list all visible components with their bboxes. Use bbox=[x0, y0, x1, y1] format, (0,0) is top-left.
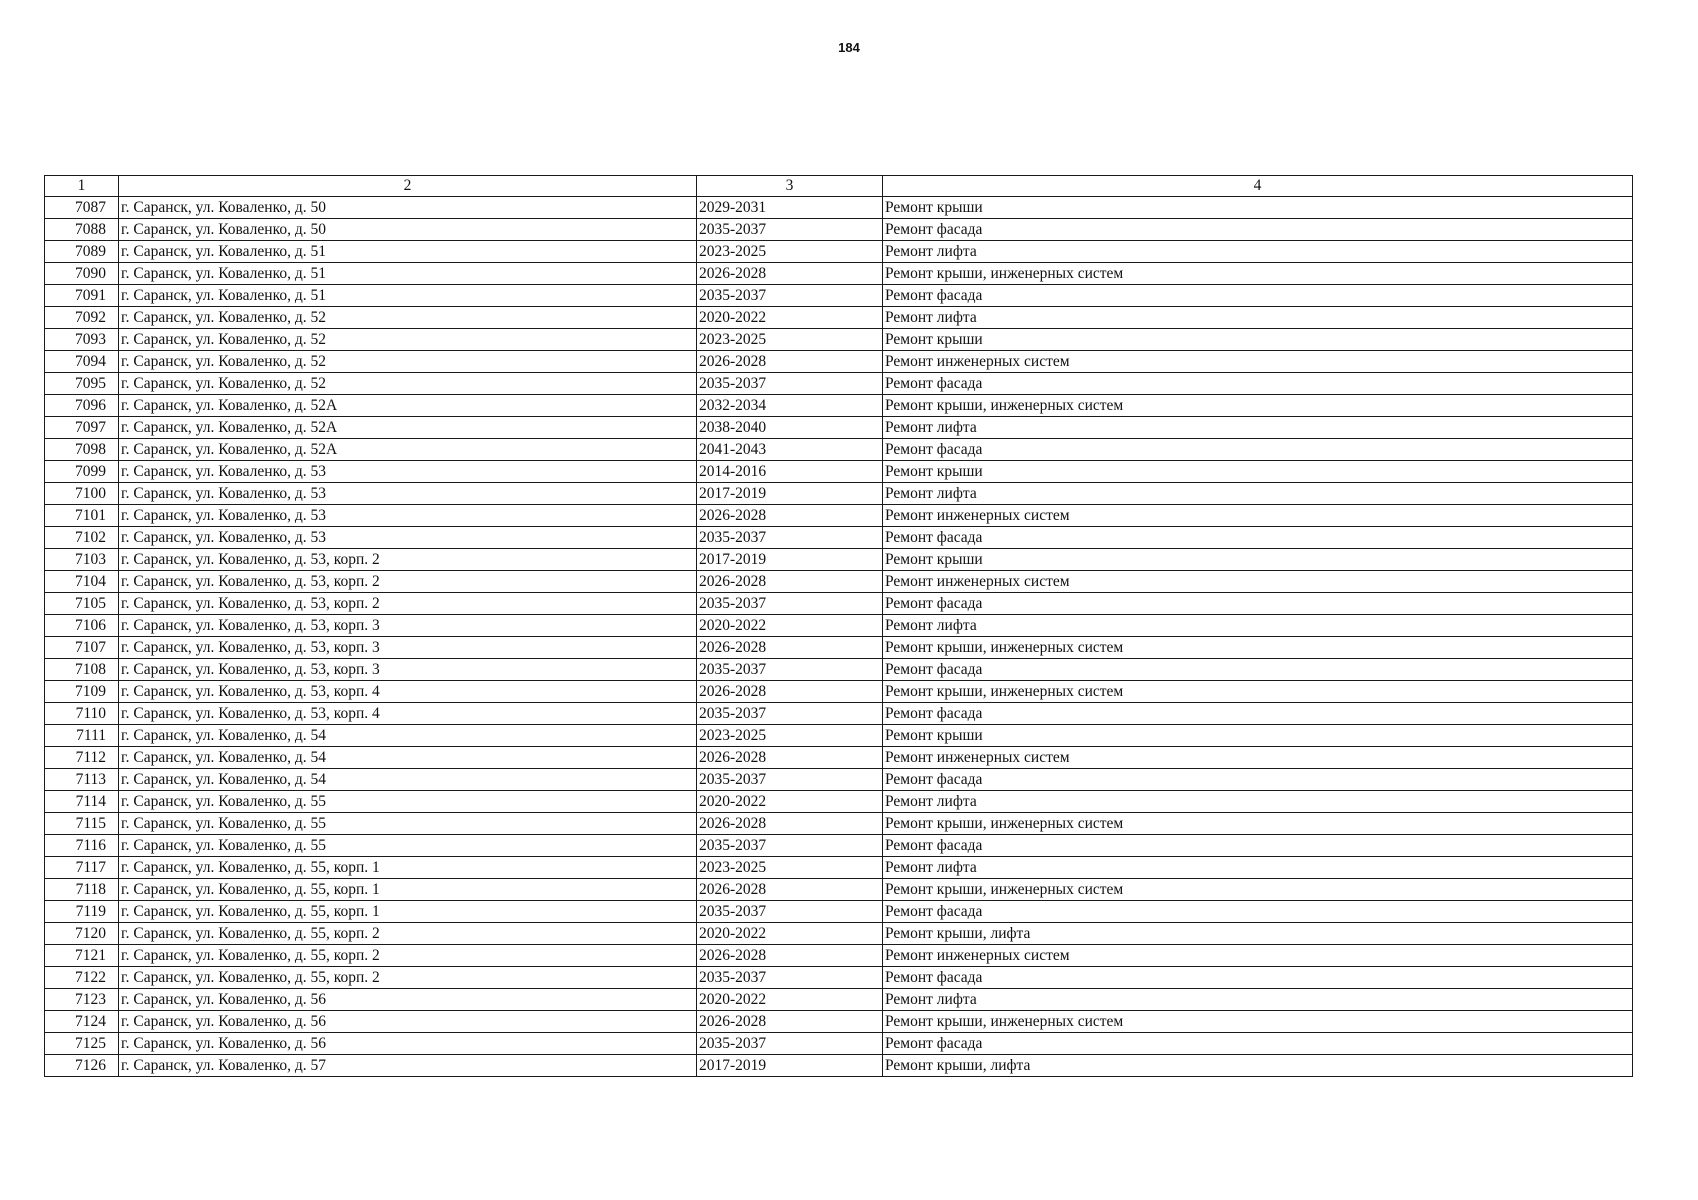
period-cell: 2035-2037 bbox=[697, 659, 883, 681]
row-number: 7104 bbox=[45, 571, 119, 593]
period-cell: 2014-2016 bbox=[697, 461, 883, 483]
repair-schedule-table bbox=[44, 175, 1633, 1077]
table-row bbox=[45, 549, 1633, 571]
header-col-2: 2 bbox=[119, 176, 697, 197]
period-cell: 2038-2040 bbox=[697, 417, 883, 439]
work-type-cell: Ремонт крыши bbox=[883, 197, 1633, 219]
table-row bbox=[45, 285, 1633, 307]
row-number: 7091 bbox=[45, 285, 119, 307]
table-row bbox=[45, 351, 1633, 373]
row-number: 7108 bbox=[45, 659, 119, 681]
row-number: 7116 bbox=[45, 835, 119, 857]
work-type-cell: Ремонт крыши, инженерных систем bbox=[883, 637, 1633, 659]
period-cell: 2017-2019 bbox=[697, 1055, 883, 1077]
address-cell: г. Саранск, ул. Коваленко, д. 53, корп. 2 bbox=[119, 593, 697, 615]
work-type-cell: Ремонт лифта bbox=[883, 857, 1633, 879]
work-type-cell: Ремонт крыши, инженерных систем bbox=[883, 681, 1633, 703]
address-cell: г. Саранск, ул. Коваленко, д. 50 bbox=[119, 197, 697, 219]
address-cell: г. Саранск, ул. Коваленко, д. 53 bbox=[119, 505, 697, 527]
table-row bbox=[45, 703, 1633, 725]
table-row bbox=[45, 923, 1633, 945]
row-number: 7096 bbox=[45, 395, 119, 417]
address-cell: г. Саранск, ул. Коваленко, д. 52А bbox=[119, 395, 697, 417]
row-number: 7122 bbox=[45, 967, 119, 989]
address-cell: г. Саранск, ул. Коваленко, д. 55, корп. 1 bbox=[119, 901, 697, 923]
work-type-cell: Ремонт крыши bbox=[883, 725, 1633, 747]
work-type-cell: Ремонт фасада bbox=[883, 659, 1633, 681]
period-cell: 2020-2022 bbox=[697, 989, 883, 1011]
row-number: 7124 bbox=[45, 1011, 119, 1033]
table-row bbox=[45, 329, 1633, 351]
row-number: 7087 bbox=[45, 197, 119, 219]
period-cell: 2035-2037 bbox=[697, 967, 883, 989]
row-number: 7088 bbox=[45, 219, 119, 241]
table-row bbox=[45, 813, 1633, 835]
row-number: 7123 bbox=[45, 989, 119, 1011]
header-row bbox=[45, 176, 1633, 197]
address-cell: г. Саранск, ул. Коваленко, д. 53, корп. 2 bbox=[119, 571, 697, 593]
period-cell: 2026-2028 bbox=[697, 637, 883, 659]
row-number: 7121 bbox=[45, 945, 119, 967]
address-cell: г. Саранск, ул. Коваленко, д. 53, корп. 4 bbox=[119, 703, 697, 725]
work-type-cell: Ремонт фасада bbox=[883, 373, 1633, 395]
table-body bbox=[45, 197, 1633, 1077]
work-type-cell: Ремонт крыши, инженерных систем bbox=[883, 879, 1633, 901]
address-cell: г. Саранск, ул. Коваленко, д. 52 bbox=[119, 329, 697, 351]
table-row bbox=[45, 615, 1633, 637]
table-row bbox=[45, 373, 1633, 395]
table-row bbox=[45, 681, 1633, 703]
row-number: 7120 bbox=[45, 923, 119, 945]
address-cell: г. Саранск, ул. Коваленко, д. 52 bbox=[119, 351, 697, 373]
period-cell: 2026-2028 bbox=[697, 1011, 883, 1033]
work-type-cell: Ремонт инженерных систем bbox=[883, 945, 1633, 967]
table-row bbox=[45, 835, 1633, 857]
address-cell: г. Саранск, ул. Коваленко, д. 55, корп. 2 bbox=[119, 923, 697, 945]
address-cell: г. Саранск, ул. Коваленко, д. 53 bbox=[119, 483, 697, 505]
work-type-cell: Ремонт фасада bbox=[883, 593, 1633, 615]
work-type-cell: Ремонт лифта bbox=[883, 791, 1633, 813]
period-cell: 2020-2022 bbox=[697, 923, 883, 945]
table-row bbox=[45, 241, 1633, 263]
period-cell: 2026-2028 bbox=[697, 571, 883, 593]
work-type-cell: Ремонт лифта bbox=[883, 307, 1633, 329]
table-header bbox=[45, 176, 1633, 197]
address-cell: г. Саранск, ул. Коваленко, д. 55 bbox=[119, 835, 697, 857]
period-cell: 2026-2028 bbox=[697, 681, 883, 703]
table-row bbox=[45, 659, 1633, 681]
row-number: 7114 bbox=[45, 791, 119, 813]
row-number: 7106 bbox=[45, 615, 119, 637]
table-row bbox=[45, 263, 1633, 285]
table-row bbox=[45, 725, 1633, 747]
address-cell: г. Саранск, ул. Коваленко, д. 53, корп. 3 bbox=[119, 659, 697, 681]
work-type-cell: Ремонт фасада bbox=[883, 1033, 1633, 1055]
row-number: 7089 bbox=[45, 241, 119, 263]
work-type-cell: Ремонт фасада bbox=[883, 703, 1633, 725]
period-cell: 2035-2037 bbox=[697, 835, 883, 857]
address-cell: г. Саранск, ул. Коваленко, д. 56 bbox=[119, 1011, 697, 1033]
header-col-4: 4 bbox=[883, 176, 1633, 197]
row-number: 7125 bbox=[45, 1033, 119, 1055]
table-row bbox=[45, 769, 1633, 791]
work-type-cell: Ремонт фасада bbox=[883, 769, 1633, 791]
row-number: 7117 bbox=[45, 857, 119, 879]
table-row bbox=[45, 747, 1633, 769]
work-type-cell: Ремонт лифта bbox=[883, 241, 1633, 263]
table-row bbox=[45, 593, 1633, 615]
row-number: 7094 bbox=[45, 351, 119, 373]
address-cell: г. Саранск, ул. Коваленко, д. 54 bbox=[119, 769, 697, 791]
period-cell: 2026-2028 bbox=[697, 505, 883, 527]
row-number: 7115 bbox=[45, 813, 119, 835]
period-cell: 2032-2034 bbox=[697, 395, 883, 417]
row-number: 7100 bbox=[45, 483, 119, 505]
header-col-1: 1 bbox=[45, 176, 119, 197]
period-cell: 2026-2028 bbox=[697, 351, 883, 373]
row-number: 7109 bbox=[45, 681, 119, 703]
address-cell: г. Саранск, ул. Коваленко, д. 51 bbox=[119, 263, 697, 285]
period-cell: 2017-2019 bbox=[697, 549, 883, 571]
row-number: 7105 bbox=[45, 593, 119, 615]
address-cell: г. Саранск, ул. Коваленко, д. 55, корп. 1 bbox=[119, 857, 697, 879]
table-row bbox=[45, 417, 1633, 439]
work-type-cell: Ремонт крыши, лифта bbox=[883, 923, 1633, 945]
period-cell: 2035-2037 bbox=[697, 373, 883, 395]
row-number: 7118 bbox=[45, 879, 119, 901]
table-row bbox=[45, 219, 1633, 241]
row-number: 7093 bbox=[45, 329, 119, 351]
period-cell: 2035-2037 bbox=[697, 219, 883, 241]
table-row bbox=[45, 505, 1633, 527]
address-cell: г. Саранск, ул. Коваленко, д. 55, корп. 2 bbox=[119, 967, 697, 989]
address-cell: г. Саранск, ул. Коваленко, д. 55 bbox=[119, 813, 697, 835]
table-row bbox=[45, 307, 1633, 329]
row-number: 7112 bbox=[45, 747, 119, 769]
table-row bbox=[45, 637, 1633, 659]
period-cell: 2020-2022 bbox=[697, 615, 883, 637]
work-type-cell: Ремонт фасада bbox=[883, 967, 1633, 989]
work-type-cell: Ремонт фасада bbox=[883, 835, 1633, 857]
work-type-cell: Ремонт крыши bbox=[883, 461, 1633, 483]
period-cell: 2017-2019 bbox=[697, 483, 883, 505]
address-cell: г. Саранск, ул. Коваленко, д. 56 bbox=[119, 1033, 697, 1055]
work-type-cell: Ремонт фасада bbox=[883, 527, 1633, 549]
work-type-cell: Ремонт лифта bbox=[883, 417, 1633, 439]
period-cell: 2041-2043 bbox=[697, 439, 883, 461]
table-row bbox=[45, 879, 1633, 901]
row-number: 7099 bbox=[45, 461, 119, 483]
address-cell: г. Саранск, ул. Коваленко, д. 51 bbox=[119, 285, 697, 307]
row-number: 7098 bbox=[45, 439, 119, 461]
table-row bbox=[45, 945, 1633, 967]
period-cell: 2035-2037 bbox=[697, 1033, 883, 1055]
row-number: 7103 bbox=[45, 549, 119, 571]
row-number: 7095 bbox=[45, 373, 119, 395]
row-number: 7092 bbox=[45, 307, 119, 329]
address-cell: г. Саранск, ул. Коваленко, д. 56 bbox=[119, 989, 697, 1011]
period-cell: 2035-2037 bbox=[697, 527, 883, 549]
row-number: 7090 bbox=[45, 263, 119, 285]
table-row bbox=[45, 989, 1633, 1011]
period-cell: 2035-2037 bbox=[697, 901, 883, 923]
row-number: 7107 bbox=[45, 637, 119, 659]
work-type-cell: Ремонт инженерных систем bbox=[883, 571, 1633, 593]
address-cell: г. Саранск, ул. Коваленко, д. 54 bbox=[119, 747, 697, 769]
row-number: 7111 bbox=[45, 725, 119, 747]
period-cell: 2023-2025 bbox=[697, 241, 883, 263]
address-cell: г. Саранск, ул. Коваленко, д. 51 bbox=[119, 241, 697, 263]
work-type-cell: Ремонт фасада bbox=[883, 901, 1633, 923]
work-type-cell: Ремонт фасада bbox=[883, 439, 1633, 461]
address-cell: г. Саранск, ул. Коваленко, д. 55, корп. 1 bbox=[119, 879, 697, 901]
address-cell: г. Саранск, ул. Коваленко, д. 53, корп. 3 bbox=[119, 615, 697, 637]
table-row bbox=[45, 461, 1633, 483]
table-row bbox=[45, 857, 1633, 879]
row-number: 7126 bbox=[45, 1055, 119, 1077]
address-cell: г. Саранск, ул. Коваленко, д. 53, корп. 3 bbox=[119, 637, 697, 659]
table-row bbox=[45, 197, 1633, 219]
address-cell: г. Саранск, ул. Коваленко, д. 53 bbox=[119, 461, 697, 483]
period-cell: 2026-2028 bbox=[697, 945, 883, 967]
work-type-cell: Ремонт крыши bbox=[883, 549, 1633, 571]
address-cell: г. Саранск, ул. Коваленко, д. 57 bbox=[119, 1055, 697, 1077]
period-cell: 2026-2028 bbox=[697, 263, 883, 285]
work-type-cell: Ремонт инженерных систем bbox=[883, 747, 1633, 769]
address-cell: г. Саранск, ул. Коваленко, д. 53 bbox=[119, 527, 697, 549]
period-cell: 2023-2025 bbox=[697, 725, 883, 747]
row-number: 7102 bbox=[45, 527, 119, 549]
period-cell: 2035-2037 bbox=[697, 285, 883, 307]
table-row bbox=[45, 791, 1633, 813]
address-cell: г. Саранск, ул. Коваленко, д. 53, корп. 4 bbox=[119, 681, 697, 703]
table-row bbox=[45, 1011, 1633, 1033]
period-cell: 2035-2037 bbox=[697, 703, 883, 725]
work-type-cell: Ремонт лифта bbox=[883, 483, 1633, 505]
table-row bbox=[45, 901, 1633, 923]
address-cell: г. Саранск, ул. Коваленко, д. 52А bbox=[119, 417, 697, 439]
row-number: 7097 bbox=[45, 417, 119, 439]
table-row bbox=[45, 1055, 1633, 1077]
header-col-3: 3 bbox=[697, 176, 883, 197]
work-type-cell: Ремонт крыши, лифта bbox=[883, 1055, 1633, 1077]
period-cell: 2035-2037 bbox=[697, 769, 883, 791]
period-cell: 2023-2025 bbox=[697, 857, 883, 879]
work-type-cell: Ремонт крыши, инженерных систем bbox=[883, 395, 1633, 417]
work-type-cell: Ремонт инженерных систем bbox=[883, 505, 1633, 527]
table-row bbox=[45, 967, 1633, 989]
address-cell: г. Саранск, ул. Коваленко, д. 55, корп. 2 bbox=[119, 945, 697, 967]
work-type-cell: Ремонт крыши bbox=[883, 329, 1633, 351]
address-cell: г. Саранск, ул. Коваленко, д. 52 bbox=[119, 373, 697, 395]
table-row bbox=[45, 395, 1633, 417]
work-type-cell: Ремонт крыши, инженерных систем bbox=[883, 1011, 1633, 1033]
period-cell: 2026-2028 bbox=[697, 747, 883, 769]
work-type-cell: Ремонт инженерных систем bbox=[883, 351, 1633, 373]
work-type-cell: Ремонт фасада bbox=[883, 219, 1633, 241]
address-cell: г. Саранск, ул. Коваленко, д. 55 bbox=[119, 791, 697, 813]
work-type-cell: Ремонт лифта bbox=[883, 615, 1633, 637]
row-number: 7113 bbox=[45, 769, 119, 791]
table-row bbox=[45, 571, 1633, 593]
address-cell: г. Саранск, ул. Коваленко, д. 52А bbox=[119, 439, 697, 461]
row-number: 7119 bbox=[45, 901, 119, 923]
table-row bbox=[45, 1033, 1633, 1055]
period-cell: 2029-2031 bbox=[697, 197, 883, 219]
table-row bbox=[45, 527, 1633, 549]
work-type-cell: Ремонт крыши, инженерных систем bbox=[883, 813, 1633, 835]
row-number: 7110 bbox=[45, 703, 119, 725]
table-row bbox=[45, 483, 1633, 505]
period-cell: 2035-2037 bbox=[697, 593, 883, 615]
address-cell: г. Саранск, ул. Коваленко, д. 53, корп. 2 bbox=[119, 549, 697, 571]
period-cell: 2020-2022 bbox=[697, 307, 883, 329]
period-cell: 2026-2028 bbox=[697, 879, 883, 901]
row-number: 7101 bbox=[45, 505, 119, 527]
period-cell: 2026-2028 bbox=[697, 813, 883, 835]
address-cell: г. Саранск, ул. Коваленко, д. 52 bbox=[119, 307, 697, 329]
table-row bbox=[45, 439, 1633, 461]
address-cell: г. Саранск, ул. Коваленко, д. 50 bbox=[119, 219, 697, 241]
work-type-cell: Ремонт фасада bbox=[883, 285, 1633, 307]
work-type-cell: Ремонт крыши, инженерных систем bbox=[883, 263, 1633, 285]
period-cell: 2020-2022 bbox=[697, 791, 883, 813]
page-number: 184 bbox=[838, 40, 860, 55]
period-cell: 2023-2025 bbox=[697, 329, 883, 351]
address-cell: г. Саранск, ул. Коваленко, д. 54 bbox=[119, 725, 697, 747]
work-type-cell: Ремонт лифта bbox=[883, 989, 1633, 1011]
